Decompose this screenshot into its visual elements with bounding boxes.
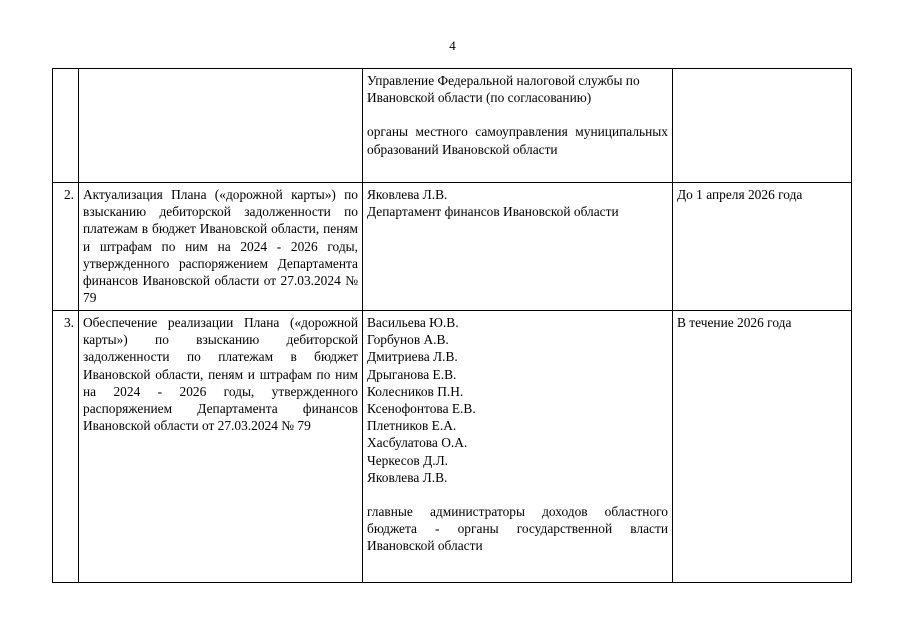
measures-table	[52, 68, 852, 583]
executors-cell	[363, 311, 673, 583]
row-number-cell: 3.	[53, 311, 79, 583]
executor-name: Черкесов Д.Л.	[367, 452, 449, 468]
executor-name: Яковлева Л.В.	[367, 187, 448, 202]
executor-name: Дмитриева Л.В.	[367, 349, 458, 365]
executor-name: Яковлева Л.В.	[367, 469, 448, 485]
table-row	[53, 69, 852, 183]
executor-name: Ксенофонтова Е.В.	[367, 401, 476, 417]
executor-name: Горбунов А.В.	[367, 332, 449, 348]
executor-name: Колесников П.Н.	[367, 383, 464, 399]
executor-group: главные администраторы доходов областного бюджета - органы государственной власти Ивановской области	[367, 504, 668, 554]
spacer	[367, 106, 668, 123]
executor-name: Хасбулатова О.А.	[367, 435, 468, 451]
term-cell	[673, 69, 852, 183]
row-number-cell: 2.	[53, 183, 79, 311]
executors-cell	[363, 69, 673, 183]
action-cell	[79, 69, 363, 183]
table-row	[53, 183, 852, 311]
executor-name: Васильева Ю.В.	[367, 315, 459, 330]
term-cell: До 1 апреля 2026 года	[673, 183, 852, 311]
executors-cell	[363, 183, 673, 311]
action-cell: Актуализация Плана («дорожной карты») по взысканию дебиторской задолженности по платежам в бюджет Ивановской области, пеням и штрафам по ним на 2024 - 2026 годы, утвержденного распоряжением Департамента финансов Ивановской области от 27.03.2024 № 79	[79, 183, 363, 311]
spacer	[367, 486, 668, 503]
term-cell: В течение 2026 года	[673, 311, 852, 583]
executor-group: Управление Федеральной налоговой службы по Ивановской области (по согласованию)	[367, 73, 640, 106]
executor-name: Департамент финансов Ивановской области	[367, 204, 619, 220]
executor-name: Дрыганова Е.В.	[367, 366, 457, 382]
executor-group: органы местного самоуправления муниципальных образований Ивановской области	[367, 124, 668, 157]
table-row	[53, 311, 852, 583]
row-number-cell	[53, 69, 79, 183]
page-number: 4	[449, 38, 456, 53]
executor-name: Плетников Е.А.	[367, 418, 457, 434]
action-cell: Обеспечение реализации Плана («дорожной карты») по взысканию дебиторской задолженности по платежам в бюджет Ивановской области, пеням и штрафам по ним на 2024 - 2026 годы, утвержденного распоряжением Департамента финансов Ивановской области от 27.03.2024 № 79	[79, 311, 363, 583]
